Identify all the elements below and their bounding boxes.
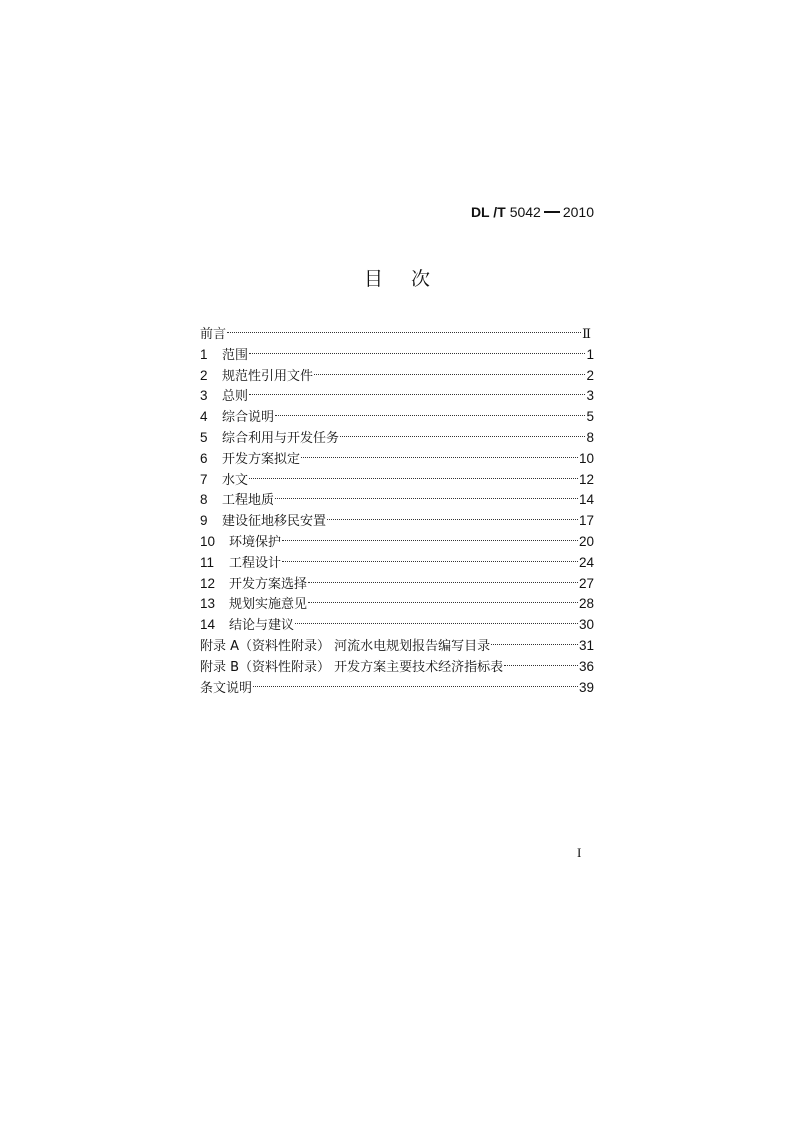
toc-entry-number: 7 xyxy=(200,471,208,487)
toc-entry-label: 工程设计 xyxy=(229,555,282,571)
toc-dot-leader xyxy=(308,588,578,608)
toc-dot-leader xyxy=(314,360,585,380)
toc-entry-number: 12 xyxy=(200,575,216,591)
toc-entry-page: 17 xyxy=(578,513,594,529)
toc-entry-number: 4 xyxy=(200,409,208,425)
toc-entry-label: 工程地质 xyxy=(222,493,275,509)
table-of-contents xyxy=(200,318,594,696)
toc-entry-page: 24 xyxy=(578,554,594,570)
toc-entry-label: 条文说明 xyxy=(200,680,253,696)
toc-entry-label: 结论与建议 xyxy=(229,618,295,634)
page-folio: I xyxy=(577,845,582,860)
toc-entry-number: 3 xyxy=(200,388,208,404)
toc-dot-leader xyxy=(301,443,578,463)
toc-entry-page: 20 xyxy=(578,533,594,549)
toc-entry-number: 8 xyxy=(200,492,208,508)
toc-dot-leader xyxy=(249,380,585,400)
toc-entry-page: 28 xyxy=(578,596,594,612)
toc-dot-leader xyxy=(253,672,578,692)
toc-entry-page: 1 xyxy=(586,346,594,362)
toc-entry[interactable] xyxy=(200,484,594,509)
toc-entry-label: 开发方案拟定 xyxy=(222,451,301,467)
toc-entry-label: 规范性引用文件 xyxy=(222,368,314,384)
toc-entry-page: 31 xyxy=(578,637,594,653)
toc-entry-number: 14 xyxy=(200,617,216,633)
toc-entry-number: 1 xyxy=(200,346,208,362)
toc-entry-number: 5 xyxy=(200,429,208,445)
toc-dot-leader xyxy=(340,422,585,442)
toc-dot-leader xyxy=(249,339,585,359)
toc-entry-label: 规划实施意见 xyxy=(229,597,308,613)
toc-dot-leader xyxy=(282,547,578,567)
toc-entry-page: 2 xyxy=(586,367,594,383)
toc-entry-label: 开发方案选择 xyxy=(229,576,308,592)
standard-code-number: 5042 xyxy=(509,204,541,220)
toc-entry-label: 附录 B（资料性附录） 开发方案主要技术经济指标表 xyxy=(200,659,504,675)
standard-code-dash xyxy=(544,211,560,213)
toc-entry-label: 范围 xyxy=(222,347,249,363)
toc-entry-number: 9 xyxy=(200,513,208,529)
toc-entry[interactable] xyxy=(200,339,594,363)
toc-entry-number: 10 xyxy=(200,533,216,549)
toc-entry[interactable] xyxy=(200,672,594,696)
toc-entry-page: 30 xyxy=(578,617,594,633)
toc-entry[interactable] xyxy=(200,318,594,342)
toc-entry-page: 3 xyxy=(586,388,594,404)
toc-entry-page: 8 xyxy=(586,429,594,445)
toc-dot-leader xyxy=(504,651,578,671)
toc-dot-leader xyxy=(308,568,578,588)
toc-dot-leader xyxy=(275,484,578,504)
toc-entry-number: 6 xyxy=(200,450,208,466)
toc-entry-label: 环境保护 xyxy=(229,534,282,550)
toc-entry-page: 27 xyxy=(578,575,594,591)
toc-dot-leader xyxy=(275,401,585,421)
toc-entry-page: 14 xyxy=(578,492,594,508)
toc-entry-label: 水文 xyxy=(222,472,249,488)
toc-entry-label: 前言 xyxy=(200,327,227,342)
toc-entry-page: 12 xyxy=(578,471,594,487)
toc-entry[interactable] xyxy=(200,401,594,426)
toc-entry-number: 11 xyxy=(200,554,215,570)
toc-dot-leader xyxy=(249,464,578,484)
toc-entry-label: 综合说明 xyxy=(222,410,275,426)
toc-entry-page: 36 xyxy=(578,658,594,674)
toc-dot-leader xyxy=(295,609,578,629)
standard-code-year: 2010 xyxy=(562,204,594,220)
toc-entry[interactable] xyxy=(200,360,594,384)
toc-entry-label: 建设征地移民安置 xyxy=(222,514,327,530)
toc-entry-label: 综合利用与开发任务 xyxy=(222,430,340,446)
toc-entry[interactable] xyxy=(200,380,594,405)
toc-entry-label: 总则 xyxy=(222,389,249,405)
standard-code-prefix: DL /T xyxy=(470,204,506,220)
toc-entry-number: 2 xyxy=(200,367,208,383)
toc-entry-number: 13 xyxy=(200,596,216,612)
toc-dot-leader xyxy=(327,505,578,525)
toc-entry-page: 5 xyxy=(586,409,594,425)
toc-dot-leader xyxy=(227,318,581,338)
toc-entry-page: 10 xyxy=(578,450,594,466)
toc-title: 目次 xyxy=(363,268,458,290)
standard-code xyxy=(471,204,594,220)
toc-dot-leader xyxy=(491,630,578,650)
toc-entry-label: 附录 A（资料性附录） 河流水电规划报告编写目录 xyxy=(200,638,491,654)
toc-dot-leader xyxy=(282,526,578,546)
toc-entry-page: Ⅱ xyxy=(582,326,591,341)
toc-entry[interactable] xyxy=(200,464,594,488)
toc-entry-page: 39 xyxy=(578,679,594,695)
